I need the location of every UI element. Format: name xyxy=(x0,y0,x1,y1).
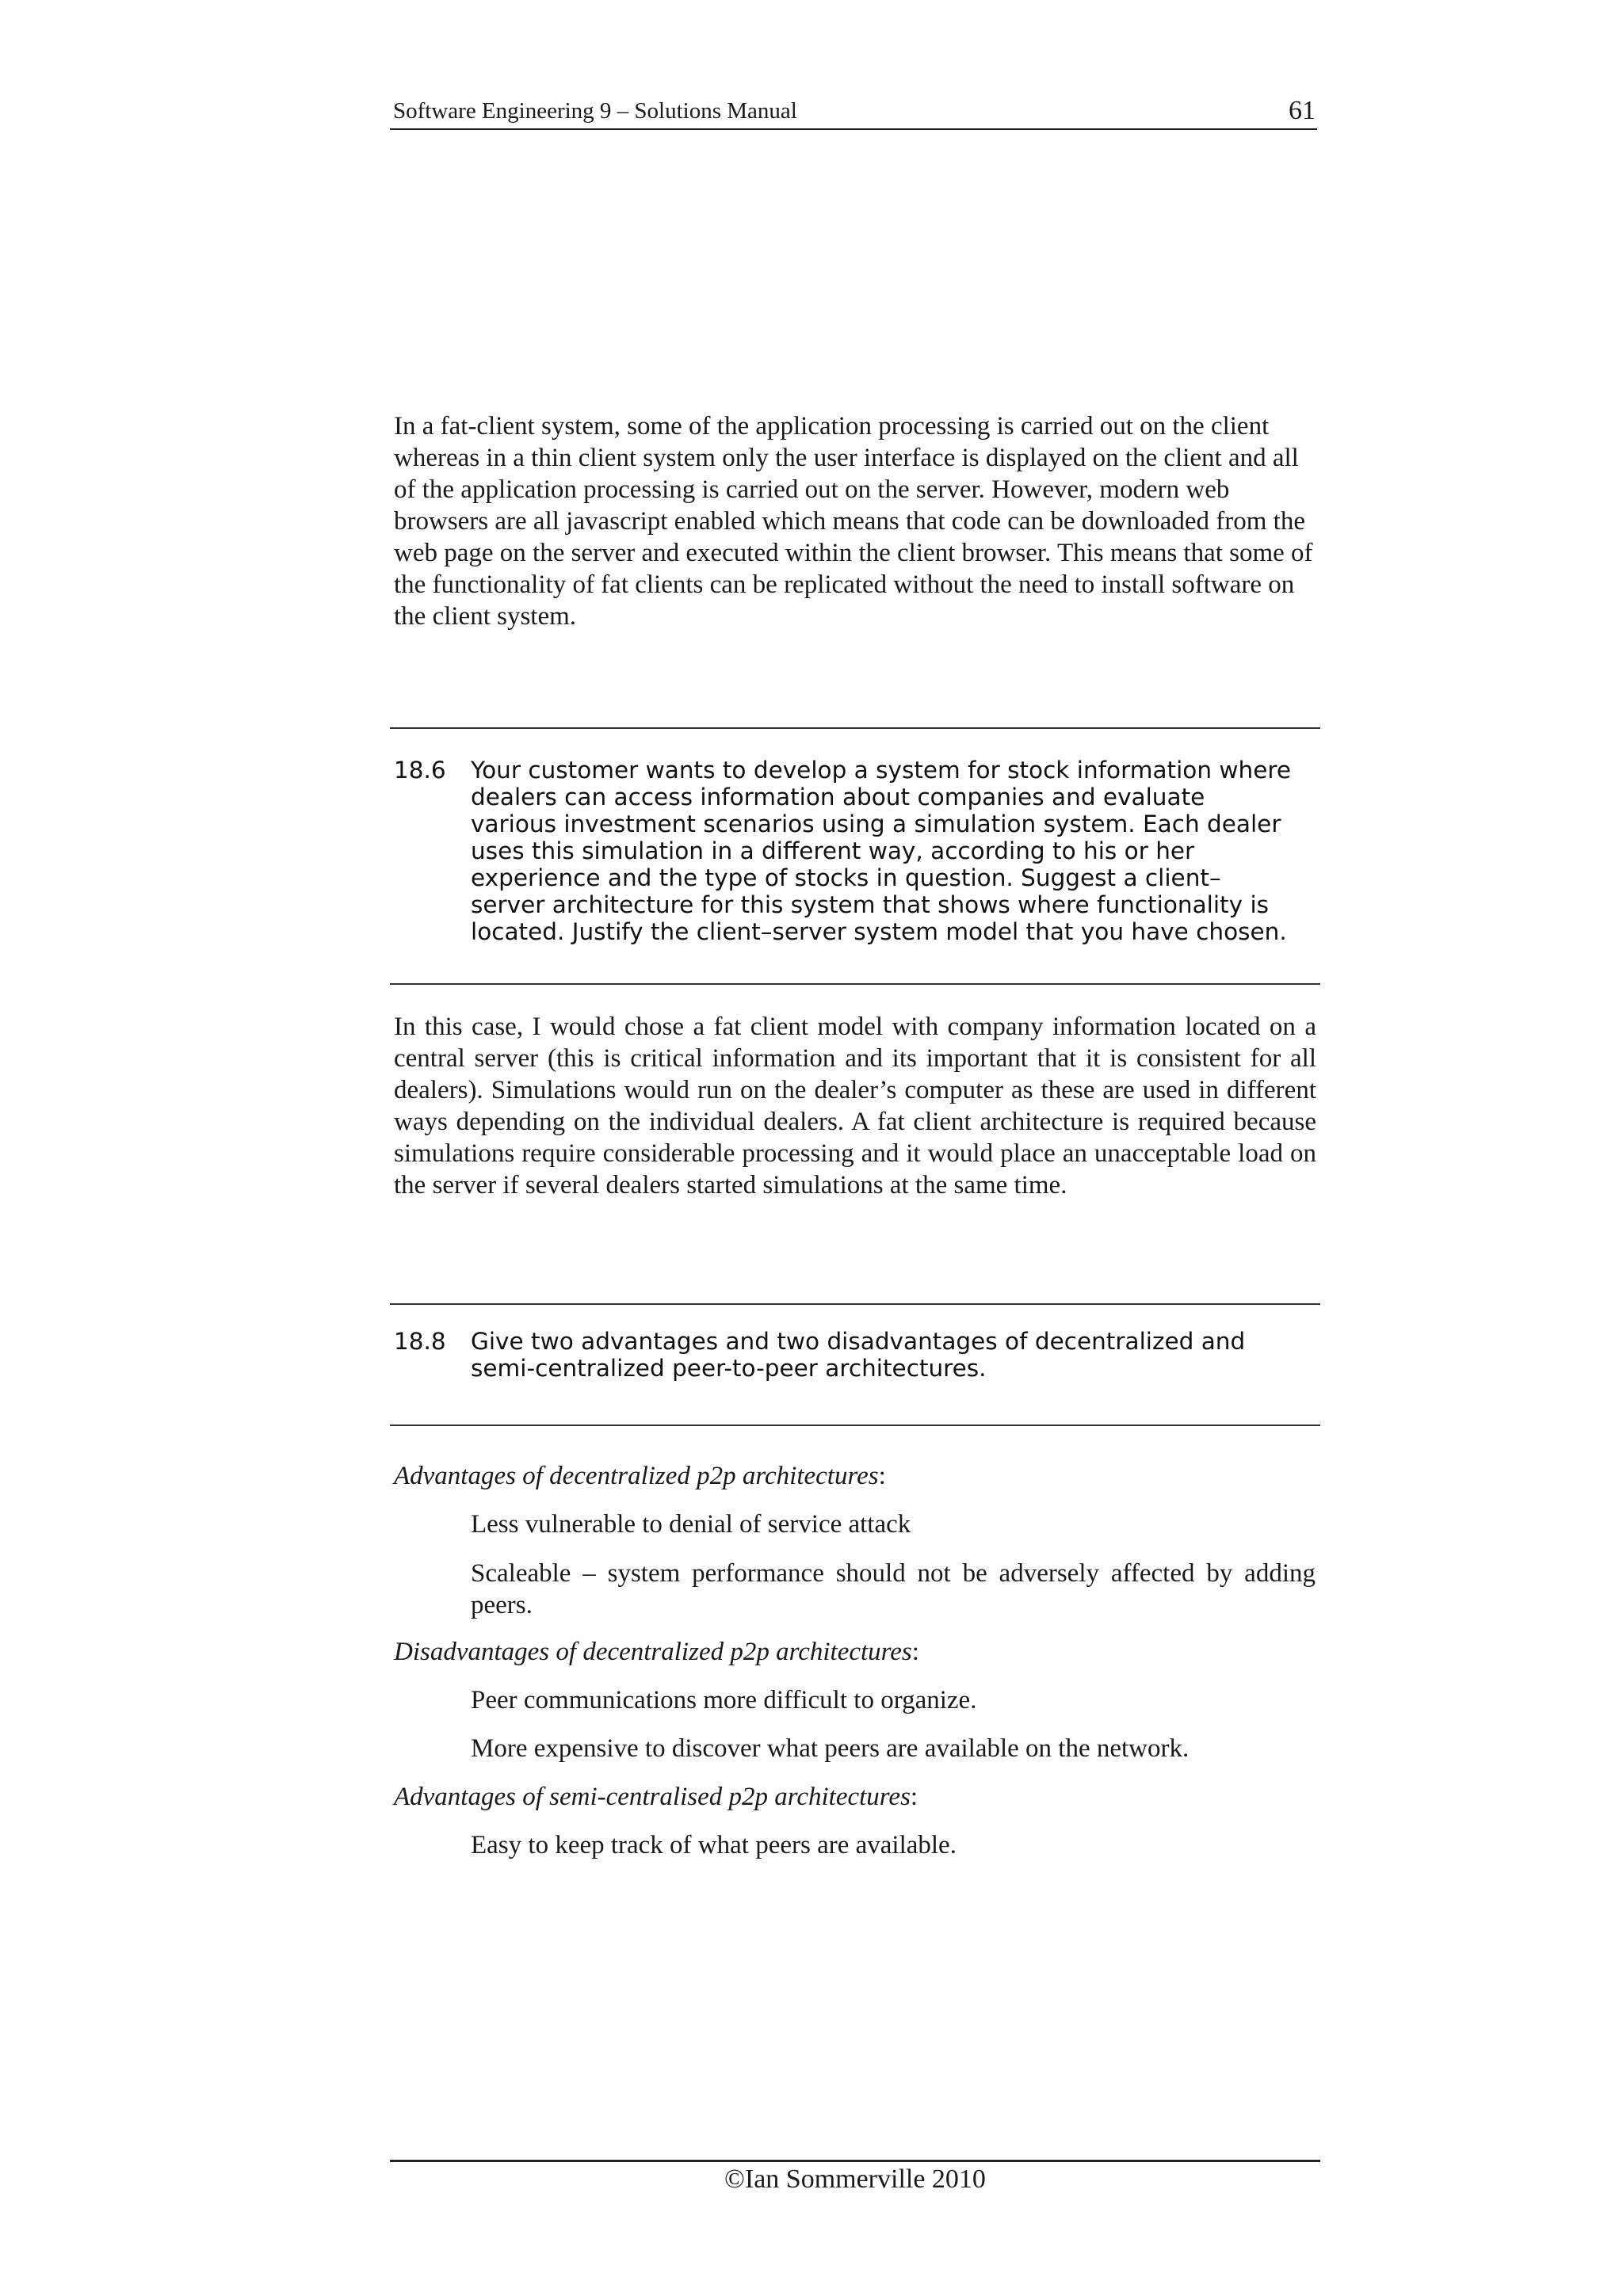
question-divider-bottom xyxy=(390,983,1320,985)
list-item: More expensive to discover what peers are available on the network. xyxy=(471,1734,1190,1763)
question-text: Your customer wants to develop a system for stock information where dealers can access information about companies and evaluate various investment scenarios using a simulation system. Each dealer uses this simulation in a different way, according to his or her experience and the type of stocks in question. Suggest a client–server architecture for this system that shows where functionality is located. Justify the client–server system model that you have chosen. xyxy=(471,757,1292,945)
question-divider-top xyxy=(390,1303,1320,1305)
header-title: Software Engineering 9 – Solutions Manual xyxy=(393,98,797,124)
list-heading-adv-decentralized: Advantages of decentralized p2p architectures: xyxy=(394,1462,886,1490)
list-item: Scaleable – system performance should not be adversely affected by adding peers. xyxy=(471,1559,1316,1619)
copyright-footer: ©Ian Sommerville 2010 xyxy=(724,2164,986,2194)
page-header xyxy=(390,93,1317,130)
list-heading-disadv-decentralized: Disadvantages of decentralized p2p architectures: xyxy=(394,1638,919,1666)
page-number: 61 xyxy=(1289,96,1316,125)
question-text: Give two advantages and two disadvantages of decentralized and semi-centralized peer-to-peer architectures. xyxy=(471,1328,1246,1382)
list-item: Peer communications more difficult to organize. xyxy=(471,1686,977,1714)
list-heading-adv-semi: Advantages of semi-centralised p2p architectures: xyxy=(394,1783,918,1811)
list-item: Easy to keep track of what peers are available. xyxy=(471,1831,957,1859)
list-item: Less vulnerable to denial of service attack xyxy=(471,1510,911,1539)
question-number: 18.8 xyxy=(394,1328,446,1355)
question-divider-bottom xyxy=(390,1425,1320,1426)
question-number: 18.6 xyxy=(394,757,446,784)
answer-18-6-paragraph: In this case, I would chose a fat client model with company information located on a central server (this is critical information and its important that it is consistent for all dealers). Simulations would run on the dealer’s computer as these are used in different ways depending on the individual dealers. A fat client architecture is required because simulations require considerable processing and it would place an unacceptable load on the server if several dealers started simulations at the same time. xyxy=(394,1013,1316,1199)
fat-client-paragraph: In a fat-client system, some of the application processing is carried out on the client whereas in a thin client system only the user interface is displayed on the client and all of the application processing is carried out on the server. However, modern web browsers are all javascript enabled which means that code can be downloaded from the web page on the server and executed within the client browser. This means that some of the functionality of fat clients can be replicated without the need to install software on the client system. xyxy=(394,412,1313,631)
question-divider-top xyxy=(390,727,1320,729)
footer-divider xyxy=(390,2160,1320,2162)
